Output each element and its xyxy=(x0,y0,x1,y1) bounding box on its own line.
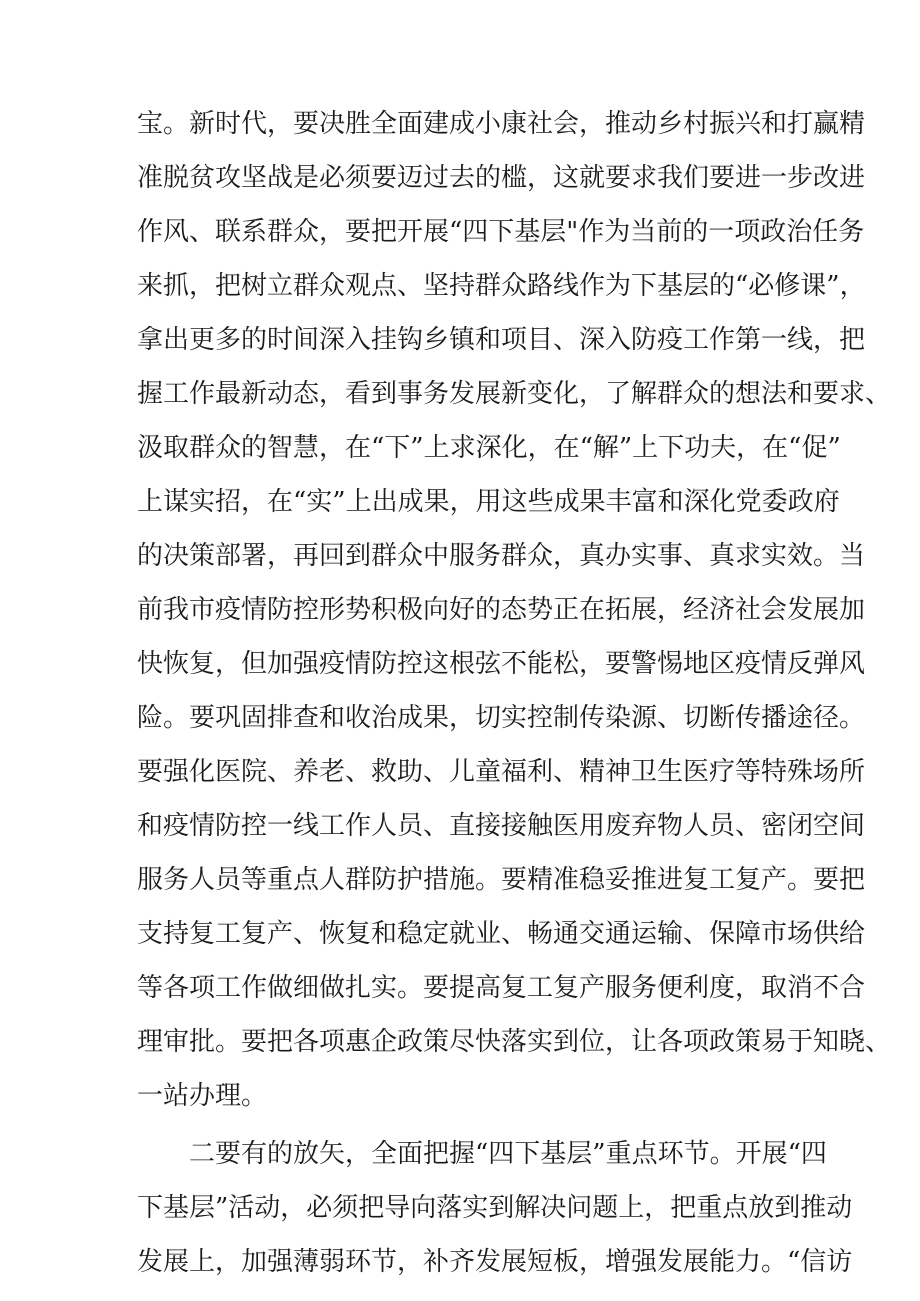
paragraph-1-line-6: 握工作最新动态，看到事务发展新变化，了解群众的想法和要求、 xyxy=(137,379,892,409)
paragraph-1-line-18: 理审批。要把各项惠企政策尽快落实到位，让各项政策易于知晓、 xyxy=(137,1027,892,1057)
paragraph-1-line-17: 等各项工作做细做扎实。要提高复工复产服务便利度，取消不合 xyxy=(137,973,866,1003)
paragraph-1-line-3: 作风、联系群众，要把开展“四下基层"作为当前的一项政治任务 xyxy=(137,217,865,247)
paragraph-1-line-15: 服务人员等重点人群防护措施。要精准稳妥推进复工复产。要把 xyxy=(137,865,866,895)
paragraph-1-line-10: 前我市疫情防控形势积极向好的态势正在拓展，经济社会发展加 xyxy=(137,595,866,625)
paragraph-1-line-11: 快恢复，但加强疫情防控这根弦不能松，要警惕地区疫情反弹风 xyxy=(137,649,866,679)
paragraph-1-line-1: 宝。新时代，要决胜全面建成小康社会，推动乡村振兴和打赢精 xyxy=(137,109,866,139)
paragraph-1-line-7: 汲取群众的智慧，在“下”上求深化，在“解”上下功夫，在“促” xyxy=(137,433,841,463)
paragraph-2-line-1: 二要有的放矢，全面把握“四下基层”重点环节。开展“四 xyxy=(189,1139,827,1169)
paragraph-1-line-8: 上谋实招，在“实”上出成果，用这些成果丰富和深化党委政府 xyxy=(137,487,840,517)
paragraph-1-line-4: 来抓，把树立群众观点、坚持群众路线作为下基层的“必修课”， xyxy=(137,271,866,301)
paragraph-1-line-13: 要强化医院、养老、救助、儿童福利、精神卫生医疗等特殊场所 xyxy=(137,757,866,787)
paragraph-1-line-12: 险。要巩固排查和收治成果，切实控制传染源、切断传播途径。 xyxy=(137,703,866,733)
paragraph-1-line-16: 支持复工复产、恢复和稳定就业、畅通交通运输、保障市场供给 xyxy=(137,919,866,949)
paragraph-1-line-2: 准脱贫攻坚战是必须要迈过去的槛，这就要求我们要进一步改进 xyxy=(137,163,866,193)
paragraph-1-line-9: 的决策部署，再回到群众中服务群众，真办实事、真求实效。当 xyxy=(137,541,866,571)
paragraph-1-line-14: 和疫情防控一线工作人员、直接接触医用废弃物人员、密闭空间 xyxy=(137,811,866,841)
paragraph-1-line-5: 拿出更多的时间深入挂钩乡镇和项目、深入防疫工作第一线，把 xyxy=(137,325,866,355)
paragraph-2-line-2: 下基层”活动，必须把导向落实到解决问题上，把重点放到推动 xyxy=(137,1193,853,1223)
paragraph-1-line-19: 一站办理。 xyxy=(137,1081,268,1111)
paragraph-2-line-3: 发展上，加强薄弱环节，补齐发展短板，增强发展能力。“信访 xyxy=(137,1247,853,1277)
